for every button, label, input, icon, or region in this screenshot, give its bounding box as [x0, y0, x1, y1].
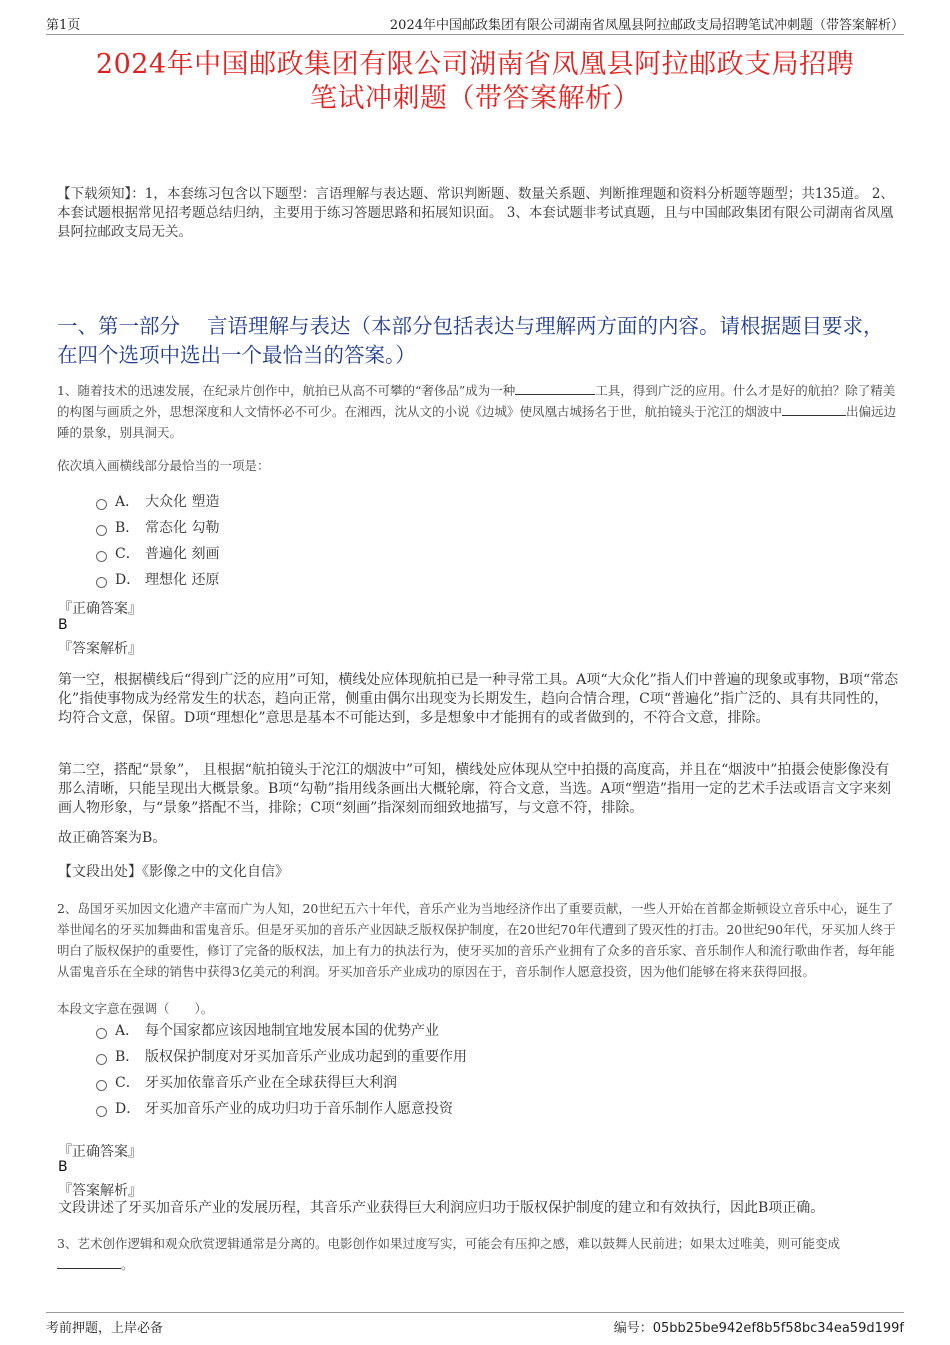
q2-option-a[interactable] [96, 1021, 439, 1041]
title-line-2: 笔试冲刺题（带答案解析） [310, 83, 640, 114]
question-1-stem [57, 380, 898, 443]
q1-option-b[interactable] [96, 518, 219, 538]
q2-prompt: 本段文字意在强调（ ）。 [57, 1001, 214, 1016]
q3-stem-part-a: 3、艺术创作逻辑和观众欣赏逻辑通常是分离的。电影创作如果过度写实，可能会有压抑之感，难以鼓舞人民前进；如果太过唯美，则可能变成 [57, 1236, 840, 1251]
q2-analysis: 文段讲述了牙买加音乐产业的发展历程，其音乐产业获得巨大利润应归功于版权保护制度的建立和有效执行，因此B项正确。 [58, 1200, 825, 1216]
question-2-stem: 2、岛国牙买加因文化遗产丰富而广为人知，20世纪五六十年代，音乐产业为当地经济作出了重要贡献，一些人开始在首都金斯顿设立音乐中心，诞生了举世闻名的牙买加舞曲和雷鬼音乐。但是牙买加的音乐产业因缺乏版权保护制度，在20世纪70年代遭到了毁灭性的打击。20世纪90年代，牙买加人终于明白了版权保护的重要性，修订了完备的版权法，加上有力的执法行为，使牙买加的音乐产业拥有了众多的音乐家、音乐制作人和流行歌曲作者，每年能从雷鬼音乐在全球的销售中获得3亿美元的利润。牙买加音乐产业成功的原因在于，音乐制作人愿意投资，因为他们能够在将来获得回报。 [57, 901, 896, 979]
radio-icon[interactable] [96, 525, 107, 536]
radio-icon[interactable] [96, 577, 107, 588]
q1-analysis-para-2: 第二空，搭配“景象”， 且根据“航拍镜头于沱江的烟波中”可知，横线处应体现从空中拍摄的高度高，并且在“烟波中”拍摄会使影像没有那么清晰，只能呈现出大概景象。B项“勾勒”指用线条画出大概轮廓，符合文意，当选。A项“塑造”指用一定的艺术手法或语言文字来刻画人物形象，与“景象”搭配不当，排除；C项“刻画”指深刻而细致地描写，与文意不符，排除。 [58, 762, 892, 816]
option-text: 牙买加音乐产业的成功归功于音乐制作人愿意投资 [145, 1101, 453, 1117]
title-line-1: 2024年中国邮政集团有限公司湖南省凤凰县阿拉邮政支局招聘 [95, 49, 855, 80]
footer-slogan: 考前押题，上岸必备 [46, 1321, 164, 1336]
page-number: 第1页 [46, 18, 81, 33]
option-text: 普遍化 刻画 [145, 546, 220, 562]
q1-option-d[interactable] [96, 570, 219, 590]
page-header [46, 14, 904, 35]
option-letter: A． [115, 494, 140, 510]
footer-code-label: 编号： [613, 1321, 653, 1336]
q1-correct-label: 『正确答案』 [58, 601, 142, 617]
q1-analysis-para-3: 故正确答案为B。 [58, 830, 167, 846]
option-letter: A． [115, 1023, 140, 1039]
option-letter: C． [115, 1075, 140, 1091]
q3-blank [57, 1256, 121, 1269]
q1-prompt: 依次填入画横线部分最恰当的一项是： [57, 458, 270, 473]
q1-source: 【文段出处】《影像之中的文化自信》 [58, 864, 289, 880]
q1-analysis-para-1: 第一空，根据横线后“得到广泛的应用”可知，横线处应体现航拍已是一种寻常工具。A项“大众化”指人们中普遍的现象或事物，B项“常态化”指使事物成为经常发生的状态，趋向正常，侧重由偶尔出现变为长期发生，趋向合情合理，C项“普遍化”指广泛的、具有共同性的，均符合文意，保留。D项“理想化”意思是基本不可能达到，多是想象中才能拥有的或者做到的，不符合文意，排除。 [58, 672, 899, 726]
q1-stem-part-a: 1、随着技术的迅速发展，在纪录片创作中，航拍已从高不可攀的“奢侈品”成为一种 [57, 383, 516, 398]
option-text: 牙买加依靠音乐产业在全球获得巨大利润 [145, 1075, 397, 1091]
q1-option-c[interactable] [96, 544, 219, 564]
option-letter: B． [115, 520, 140, 536]
download-notice: 【下载须知】：1，本套练习包含以下题型：言语理解与表达题、常识判断题、数量关系题、判断推理题和资料分析题等题型；共135道。 2、本套试题根据常见招考题总结归纳，主要用于练习答题思路和拓展知识面。 3、本套试题非考试真题，且与中国邮政集团有限公司湖南省凤凰县阿拉邮政支局无关。 [57, 186, 894, 240]
q2-correct-label: 『正确答案』 [58, 1144, 142, 1160]
q2-analysis-label: 『答案解析』 [58, 1183, 142, 1199]
radio-icon[interactable] [96, 1054, 107, 1065]
option-text: 版权保护制度对牙买加音乐产业成功起到的重要作用 [145, 1049, 467, 1065]
q1-correct-answer: B [58, 617, 68, 633]
footer-code-value: 05bb25be942ef8b5f58bc34ea59d199f [652, 1321, 904, 1336]
q2-option-b[interactable] [96, 1047, 467, 1067]
radio-icon[interactable] [96, 551, 107, 562]
option-text: 大众化 塑造 [145, 494, 220, 510]
q1-option-a[interactable] [96, 492, 219, 512]
q1-analysis-label: 『答案解析』 [58, 641, 142, 657]
option-letter: D． [115, 572, 141, 588]
q1-blank-1 [515, 382, 595, 395]
q2-option-c[interactable] [96, 1073, 397, 1093]
question-3-stem [57, 1233, 898, 1275]
option-letter: D． [115, 1101, 141, 1117]
header-doc-title: 2024年中国邮政集团有限公司湖南省凤凰县阿拉邮政支局招聘笔试冲刺题（带答案解析） [389, 18, 904, 33]
radio-icon[interactable] [96, 499, 107, 510]
option-text: 常态化 勾勒 [145, 520, 220, 536]
option-letter: B． [115, 1049, 140, 1065]
option-letter: C． [115, 546, 140, 562]
section-heading: 一、第一部分 言语理解与表达（本部分包括表达与理解两方面的内容。请根据题目要求，在四个选项中选出一个最恰当的答案。） [57, 314, 884, 367]
option-text: 理想化 还原 [145, 572, 220, 588]
radio-icon[interactable] [96, 1028, 107, 1039]
q2-correct-answer: B [58, 1159, 68, 1175]
radio-icon[interactable] [96, 1106, 107, 1117]
footer-code [614, 1317, 904, 1336]
q2-option-d[interactable] [96, 1099, 453, 1119]
q1-stem-part-b: 工具，得到广泛的应用。什么才是好的航拍？除了精美的构图与画质之外，思想深度和人文情怀必不可少。在湘西，沈从文的小说《边城》使凤凰古城扬名于世，航拍镜头于沱江的烟波中 [57, 383, 896, 419]
q1-blank-2 [782, 403, 846, 416]
option-text: 每个国家都应该因地制宜地发展本国的优势产业 [145, 1023, 439, 1039]
q1-stem-part-c: 出偏远边陲的景象，别具洞天。 [57, 404, 897, 440]
page-footer [46, 1312, 904, 1337]
q3-stem-part-b: 。 [121, 1257, 134, 1272]
radio-icon[interactable] [96, 1080, 107, 1091]
document-title [40, 48, 910, 116]
